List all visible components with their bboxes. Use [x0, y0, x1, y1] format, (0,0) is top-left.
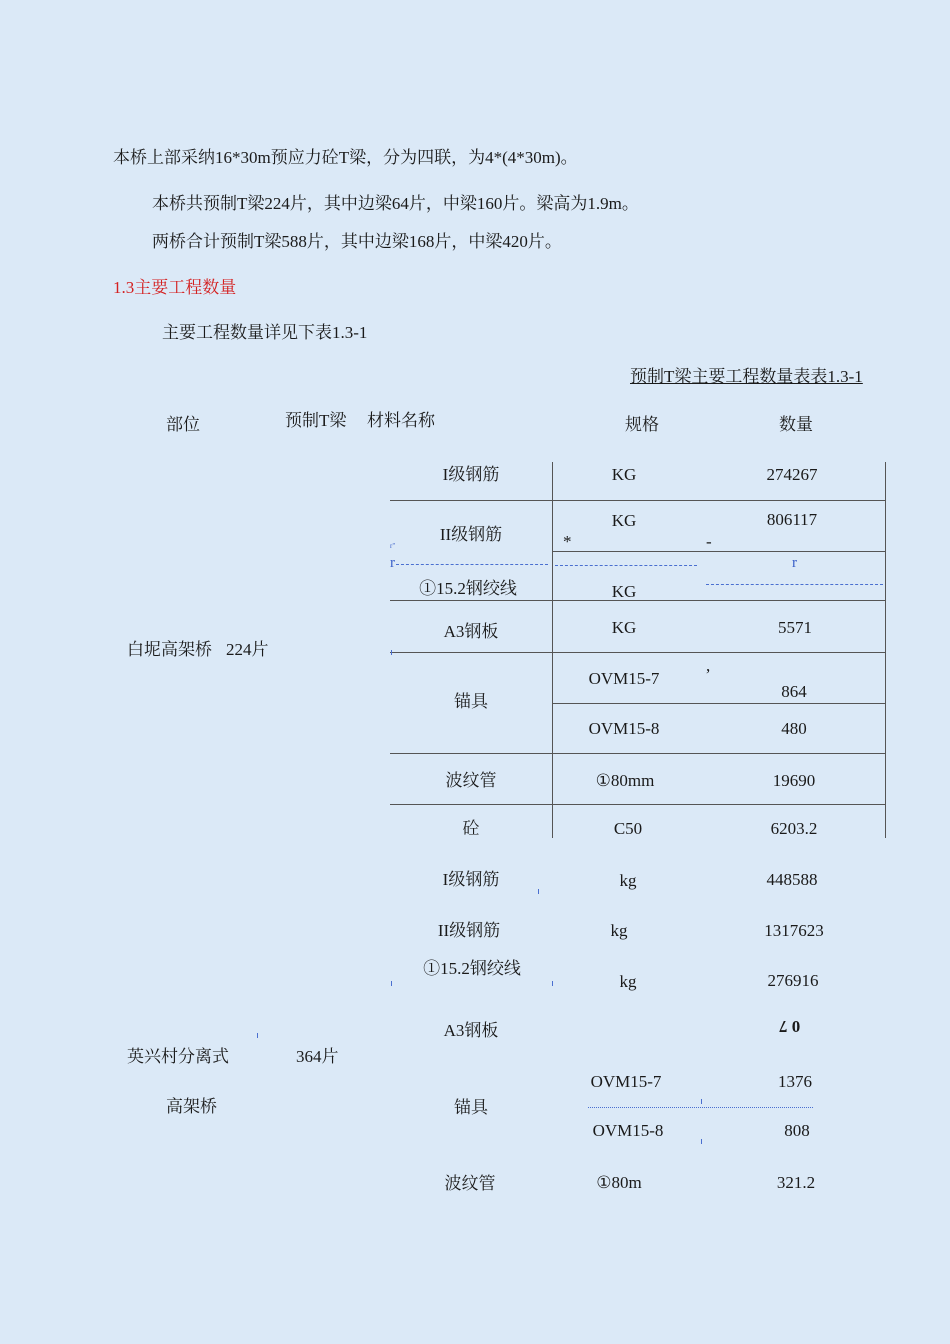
header-location: 部位 [166, 415, 200, 434]
table1-row-line [390, 753, 885, 754]
table1-row-line [552, 551, 885, 552]
table2-qty-rotated: 0 7 [779, 1017, 801, 1036]
artifact-comma: , [706, 656, 711, 675]
header-precast: 预制T梁 [285, 411, 347, 430]
artifact-star: * [563, 532, 572, 551]
table1-material-cell: ①15.2钢绞线 [419, 579, 517, 598]
table1-material-cell: 波纹管 [445, 771, 497, 790]
paragraph-total-count: 两桥合计预制T梁588片，其中边梁168片，中梁420片。 [152, 232, 562, 251]
bridge2-name-line2: 高架桥 [166, 1097, 217, 1116]
table1-material-cell: I级钢筋 [442, 465, 500, 484]
table1-spec-cell: C50 [613, 819, 643, 838]
artifact-tick [701, 1099, 702, 1104]
dashed-artifact-line [706, 584, 883, 585]
table1-row-line [390, 500, 885, 501]
table2-qty-cell: 448588 [766, 870, 818, 889]
table1-row-line [552, 703, 885, 704]
table1-row-line [390, 652, 885, 653]
table1-qty-cell: 480 [781, 719, 807, 738]
table1-spec-cell: OVM15-8 [588, 719, 660, 738]
table2-qty-cell: 321.2 [776, 1173, 816, 1192]
table1-spec-cell: ①80mm [595, 771, 655, 790]
table2-qty-cell: 808 [784, 1121, 810, 1140]
paragraph-span-description: 本桥上部采纳16*30m预应力砼T梁，分为四联，为4*(4*30m)。 [113, 148, 578, 167]
table1-qty-cell: 806117 [766, 510, 818, 529]
paragraph-precast-count: 本桥共预制T梁224片，其中边梁64片，中梁160片。梁高为1.9m。 [152, 194, 639, 213]
table2-spec-cell: ①80m [596, 1173, 642, 1192]
artifact-tiny-mark: r" [390, 542, 396, 550]
section-heading: 1.3主要工程数量 [113, 278, 237, 297]
artifact-tick [552, 981, 553, 986]
table1-qty-cell: 5571 [778, 618, 812, 637]
table2-spec-cell: OVM15-7 [590, 1072, 662, 1091]
bridge1-count: 224片 [226, 640, 269, 659]
table1-row-line [390, 804, 885, 805]
header-quantity: 数量 [779, 415, 813, 434]
table1-right-border [885, 462, 886, 838]
dashed-artifact-line [396, 564, 548, 565]
dotted-artifact-line [588, 1107, 813, 1108]
table2-qty-cell: 276916 [767, 971, 819, 990]
table1-divider-vertical [552, 462, 553, 838]
artifact-tick [391, 650, 392, 655]
table1-material-cell: A3钢板 [443, 622, 499, 641]
paragraph-table-reference: 主要工程数量详见下表1.3-1 [162, 323, 368, 342]
table2-material-cell: I级钢筋 [442, 870, 500, 889]
table2-material-cell: 波纹管 [444, 1174, 496, 1193]
bridge2-count: 364片 [296, 1047, 339, 1066]
table1-material-cell: II级钢筋 [439, 525, 503, 544]
artifact-tick [538, 889, 539, 894]
table1-spec-cell: KG [611, 511, 637, 530]
table2-material-cell: 锚具 [454, 1098, 488, 1117]
table1-spec-cell: KG [611, 582, 637, 601]
table1-spec-cell: KG [611, 465, 637, 484]
table-caption: 预制T梁主要工程数量表表1.3-1 [630, 367, 863, 386]
artifact-r-right: r [792, 555, 797, 571]
table1-row-line [390, 600, 885, 601]
dashed-artifact-line [555, 565, 697, 566]
table1-qty-cell: 19690 [772, 771, 816, 790]
bridge2-name-line1: 英兴村分离式 [127, 1047, 229, 1066]
table2-spec-cell: kg [619, 972, 637, 991]
artifact-tick [391, 981, 392, 986]
artifact-tick [701, 1139, 702, 1144]
table2-qty-cell: 1317623 [764, 921, 824, 940]
table1-spec-cell: KG [611, 618, 637, 637]
table1-qty-cell: 6203.2 [770, 819, 818, 838]
table2-spec-cell: kg [619, 871, 637, 890]
table1-material-cell: 砼 [462, 819, 480, 838]
table2-qty-cell: 1376 [778, 1072, 812, 1091]
artifact-dash-mark: - [706, 532, 712, 551]
table2-material-cell: A3钢板 [443, 1021, 499, 1040]
artifact-tick [257, 1033, 258, 1038]
table2-material-cell: II级钢筋 [437, 921, 501, 940]
header-spec: 规格 [625, 415, 659, 434]
table1-qty-cell: 274267 [766, 465, 818, 484]
table1-material-cell: 锚具 [454, 692, 488, 711]
artifact-r-left: r [390, 555, 395, 571]
table1-qty-cell: 864 [781, 682, 807, 701]
table2-material-cell: ①15.2钢绞线 [423, 959, 521, 978]
header-material: 材料名称 [367, 411, 435, 430]
table1-spec-cell: OVM15-7 [588, 669, 660, 688]
bridge1-name: 白坭高架桥 [127, 640, 212, 659]
table2-spec-cell: kg [610, 921, 628, 940]
table2-spec-cell: OVM15-8 [592, 1121, 664, 1140]
